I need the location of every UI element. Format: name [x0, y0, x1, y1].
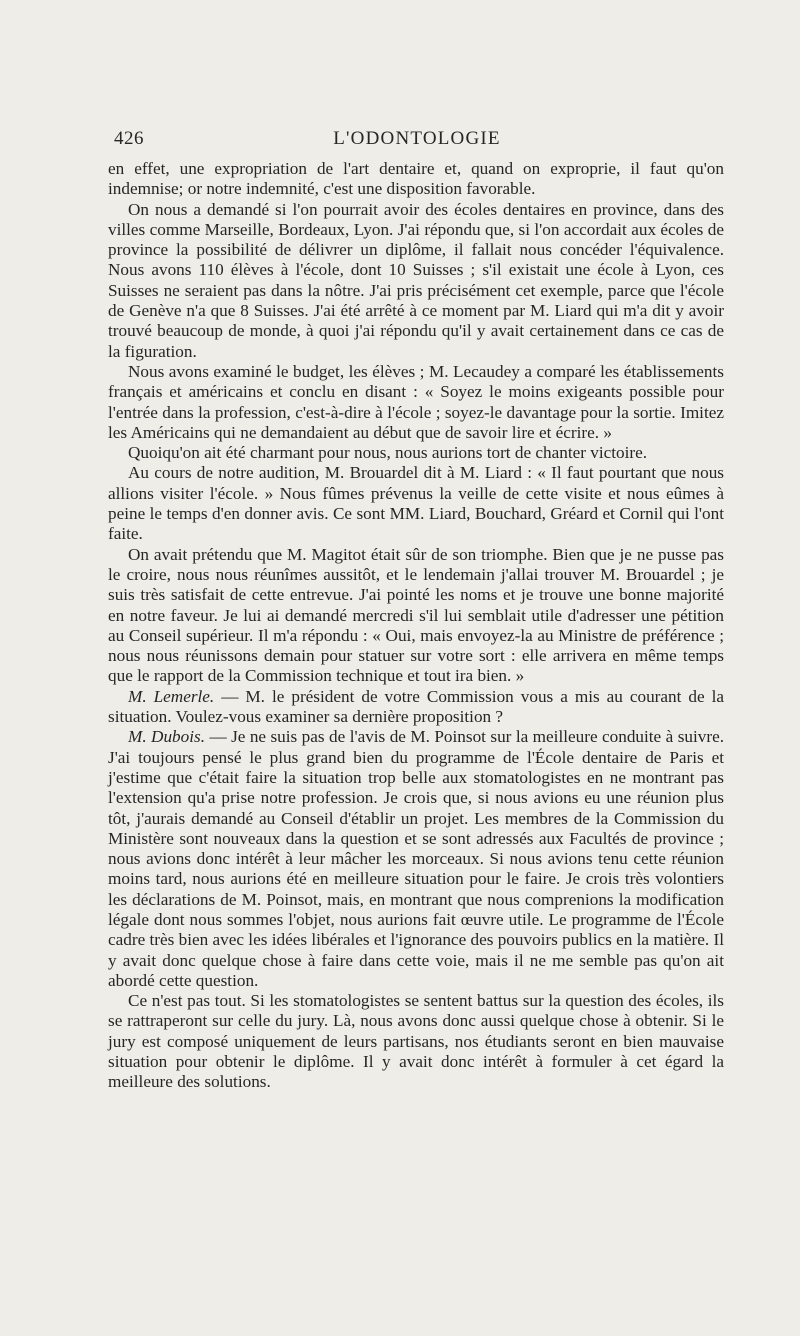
paragraph: [108, 463, 724, 544]
page-number: 426: [114, 128, 144, 149]
paragraph: [108, 727, 724, 991]
paragraph: [108, 159, 724, 200]
paragraph: [108, 443, 724, 463]
body-text: [108, 159, 724, 1093]
paragraph-text: On nous a demandé si l'on pourrait avoir des écoles dentaires en province, dans des villes comme Marseille, Bordeaux, Lyon. J'ai répondu que, si l'on accordait aux écoles de province la possibilité de délivrer un diplôme, il fallait nous concéder l'équivalence. Nous avons 110 élèves à l'école, dont 10 Suisses ; s'il existait une école à Lyon, ces Suisses ne seraient pas dans la nôtre. J'ai pris précisément cet exemple, parce que l'école de Genève n'a que 8 Suisses. J'ai été arrêté à ce moment par M. Liard qui m'a dit y avoir trouvé beaucoup de monde, à quoi j'ai répondu qu'il y avait certainement dans ce cas de la figuration.: [108, 199, 724, 361]
paragraph-text: — M. le président de votre Commission vous a mis au courant de la situation. Voulez-vous examiner sa dernière proposition ?: [108, 686, 724, 727]
paragraph-text: On avait prétendu que M. Magitot était sûr de son triomphe. Bien que je ne pusse pas le croire, nous nous réunîmes aussitôt, et le lendemain j'allai trouver M. Brouardel ; je suis très satisfait de cette entrevue. J'ai pointé les noms et je trouve une bonne majorité en notre faveur. Je lui ai demandé mercredi s'il lui semblait utile d'adresser une pétition au Conseil supérieur. Il m'a répondu : « Oui, mais envoyez-la au Ministre de préférence ; nous nous réunissons demain pour statuer sur votre sort : elle arrivera en même temps que le rapport de la Commission technique et tout ira bien. »: [108, 544, 724, 686]
paragraph: [108, 687, 724, 728]
running-head: [114, 128, 720, 154]
paragraph: [108, 362, 724, 443]
paragraph: [108, 991, 724, 1092]
paragraph-text: Ce n'est pas tout. Si les stomatologistes se sentent battus sur la question des écoles, ils se rattraperont sur celle du jury. Là, nous avons donc aussi quelque chose à obtenir. Si le jury est composé uniquement de leurs partisans, nos étudiants seront en bien mauvaise situation pour obtenir le diplôme. Il y avait donc intérêt à formuler à cet égard la meilleure des solutions.: [108, 991, 724, 1092]
speaker-name: M. Lemerle.: [128, 686, 215, 706]
paragraph-text: Au cours de notre audition, M. Brouardel dit à M. Liard : « Il faut pourtant que nous allions visiter l'école. » Nous fûmes prévenus la veille de cette visite et nous eûmes à peine le temps d'en donner avis. Ce sont MM. Liard, Bouchard, Gréard et Cornil qui l'ont faite.: [108, 463, 724, 544]
paragraph-text: Quoiqu'on ait été charmant pour nous, nous aurions tort de chanter victoire.: [128, 443, 648, 463]
paragraph-text: en effet, une expropriation de l'art dentaire et, quand on exproprie, il faut qu'on indemnise; or notre indemnité, c'est une disposition favorable.: [108, 159, 724, 199]
paragraph-text: — Je ne suis pas de l'avis de M. Poinsot sur la meilleure conduite à suivre. J'ai toujours pensé le plus grand bien du programme de l'École dentaire de Paris et j'estime que c'était faire la situation trop belle aux stomatologistes en ne montrant pas l'extension qu'a prise notre profession. Je crois que, si nous avions eu une réunion plus tôt, j'aurais demandé au Conseil d'établir un projet. Les membres de la Commission du Ministère sont nouveaux dans la question et se sont adressés aux Facultés de province ; nous avions donc intérêt à leur mâcher les morceaux. Si nous avions tenu cette réunion moins tard, nous aurions été en meilleure situation pour le faire. Je crois très volontiers les déclarations de M. Poinsot, mais, en montrant que nous comprenions la modification légale dont nous sommes l'objet, nous aurions fait œuvre utile. Le programme de l'École cadre très bien avec les idées libérales et l'ignorance des pouvoirs publics en la matière. Il y avait donc quelque chose à faire dans cette voie, mais il ne me semble pas qu'on ait abordé cette question.: [108, 727, 724, 990]
paragraph-text: Nous avons examiné le budget, les élèves ; M. Lecaudey a comparé les établissements français et américains et conclu en disant : « Soyez le moins exigeants possible pour l'entrée dans la profession, c'est-à-dire à l'école ; soyez-le davantage pour la sortie. Imitez les Américains qui ne demandaient au début que de savoir lire et écrire. »: [108, 361, 724, 442]
speaker-name: M. Dubois.: [128, 727, 206, 747]
running-title: L'ODONTOLOGIE: [333, 128, 501, 149]
paragraph: [108, 200, 724, 362]
paragraph: [108, 545, 724, 687]
